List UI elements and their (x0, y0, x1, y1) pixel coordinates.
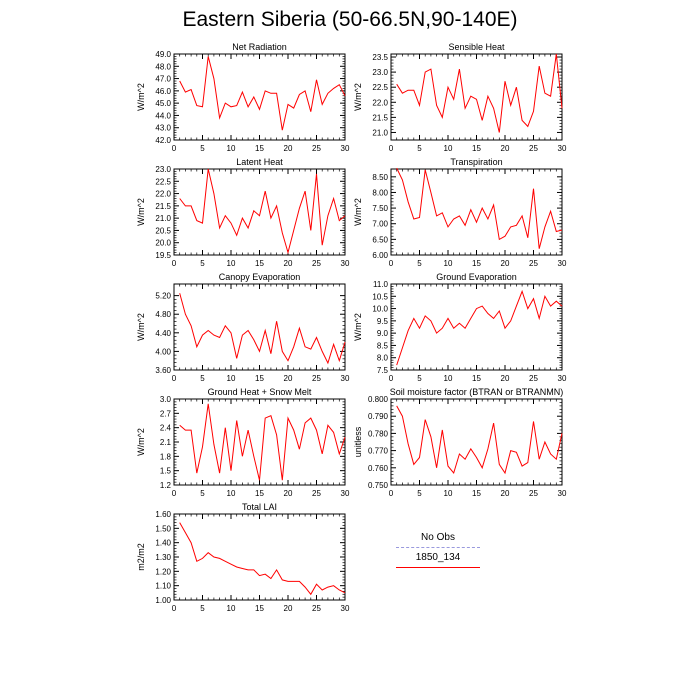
y-tick-label: 0.780 (367, 429, 388, 439)
y-tick-label: 2.4 (159, 423, 171, 433)
y-tick-label: 42.0 (155, 136, 171, 145)
x-tick-label: 20 (500, 144, 510, 153)
y-axis-label: W/m^2 (353, 198, 363, 226)
x-tick-label: 0 (171, 144, 177, 153)
panel-title: Latent Heat (236, 157, 283, 167)
panel-title: Total LAI (241, 502, 278, 512)
y-tick-label: 49.0 (155, 50, 171, 59)
y-tick-label: 10.5 (372, 292, 388, 302)
plot-frame (391, 284, 562, 370)
x-tick-label: 20 (283, 259, 293, 268)
x-tick-label: 10 (443, 374, 453, 383)
panel-9 (136, 502, 350, 613)
x-tick-label: 0 (388, 489, 394, 498)
y-tick-label: 48.0 (155, 62, 171, 72)
x-tick-label: 15 (472, 489, 481, 498)
y-tick-label: 21.0 (372, 128, 388, 138)
y-tick-label: 10.0 (372, 304, 388, 314)
legend-label-model: 1850_134 (415, 552, 461, 563)
panel-6 (353, 272, 567, 383)
series-line (180, 523, 345, 595)
y-axis-label: m2/m2 (136, 543, 146, 571)
panel-7 (136, 387, 350, 498)
x-tick-label: 0 (388, 374, 394, 383)
x-tick-label: 15 (255, 259, 264, 268)
x-tick-label: 0 (171, 259, 177, 268)
y-tick-label: 1.8 (159, 452, 171, 462)
panel-title: Canopy Evaporation (218, 272, 301, 282)
plot-frame (391, 169, 562, 255)
x-tick-label: 30 (340, 604, 350, 613)
series-line (180, 169, 345, 253)
x-tick-label: 0 (388, 144, 394, 153)
panel-title: Ground Evaporation (436, 272, 517, 282)
x-tick-label: 15 (472, 374, 481, 383)
y-tick-label: 1.40 (155, 538, 171, 548)
legend-label-obs: No Obs (421, 532, 455, 543)
x-tick-label: 15 (255, 489, 264, 498)
series-line (397, 54, 562, 133)
x-tick-label: 5 (417, 489, 422, 498)
x-tick-label: 25 (529, 259, 538, 268)
x-tick-label: 20 (283, 604, 293, 613)
y-tick-label: 44.0 (155, 111, 171, 121)
panel-title: Net Radiation (232, 42, 287, 52)
x-tick-label: 30 (557, 144, 567, 153)
x-tick-label: 10 (226, 259, 236, 268)
y-tick-label: 22.5 (372, 83, 388, 93)
y-tick-label: 0.790 (367, 412, 388, 422)
y-tick-label: 7.00 (372, 219, 388, 229)
y-tick-label: 9.5 (376, 316, 388, 326)
x-tick-label: 25 (529, 374, 538, 383)
panel-title: Ground Heat + Snow Melt (207, 387, 312, 397)
x-tick-label: 15 (255, 144, 264, 153)
x-tick-label: 30 (557, 259, 567, 268)
x-tick-label: 20 (283, 489, 293, 498)
y-tick-label: 21.0 (155, 214, 171, 224)
x-tick-label: 5 (200, 374, 205, 383)
x-tick-label: 0 (388, 259, 394, 268)
y-tick-label: 45.0 (155, 99, 171, 109)
x-tick-label: 5 (417, 259, 422, 268)
y-tick-label: 8.0 (376, 353, 388, 363)
x-tick-label: 10 (226, 489, 236, 498)
legend-line-obs (396, 547, 480, 548)
y-tick-label: 23.0 (155, 165, 171, 174)
x-tick-label: 10 (226, 374, 236, 383)
series-line (397, 406, 562, 473)
x-tick-label: 15 (255, 374, 264, 383)
x-tick-label: 15 (472, 259, 481, 268)
y-tick-label: 1.2 (159, 481, 171, 490)
x-tick-label: 0 (171, 604, 177, 613)
x-tick-label: 30 (557, 489, 567, 498)
y-tick-label: 23.5 (372, 53, 388, 63)
x-tick-label: 5 (417, 374, 422, 383)
y-axis-label: W/m^2 (136, 198, 146, 226)
x-tick-label: 20 (500, 374, 510, 383)
y-axis-label: W/m^2 (136, 313, 146, 341)
x-tick-label: 30 (340, 259, 350, 268)
y-tick-label: 6.00 (372, 251, 388, 260)
series-line (180, 293, 345, 363)
panel-3 (136, 157, 350, 268)
y-tick-label: 22.5 (155, 177, 171, 187)
y-tick-label: 46.0 (155, 86, 171, 96)
series-line (180, 57, 345, 131)
y-tick-label: 21.5 (372, 113, 388, 123)
y-tick-label: 21.5 (155, 201, 171, 211)
x-tick-label: 10 (443, 144, 453, 153)
y-tick-label: 1.50 (155, 524, 171, 534)
y-tick-label: 0.800 (367, 395, 388, 404)
y-tick-label: 23.0 (372, 68, 388, 78)
y-tick-label: 9.0 (376, 329, 388, 339)
x-tick-label: 30 (340, 374, 350, 383)
x-tick-label: 15 (472, 144, 481, 153)
panel-title: Soil moisture factor (BTRAN or BTRANMN) (389, 387, 564, 397)
x-tick-label: 5 (200, 259, 205, 268)
panel-2 (353, 42, 567, 153)
x-tick-label: 20 (500, 259, 510, 268)
y-tick-label: 7.50 (372, 204, 388, 214)
y-tick-label: 19.5 (155, 251, 171, 260)
panel-title: Transpiration (450, 157, 503, 167)
panel-1 (136, 42, 350, 153)
legend-line-model (396, 567, 480, 568)
y-tick-label: 4.80 (155, 310, 171, 320)
x-tick-label: 20 (283, 374, 293, 383)
y-tick-label: 1.00 (155, 596, 171, 605)
x-tick-label: 25 (529, 144, 538, 153)
y-tick-label: 3.60 (155, 366, 171, 375)
y-tick-label: 7.5 (376, 366, 388, 375)
x-tick-label: 10 (443, 489, 453, 498)
x-tick-label: 25 (312, 374, 321, 383)
x-tick-label: 20 (283, 144, 293, 153)
y-tick-label: 4.40 (155, 328, 171, 338)
y-tick-label: 0.760 (367, 463, 388, 473)
y-tick-label: 47.0 (155, 74, 171, 84)
y-tick-label: 1.20 (155, 567, 171, 577)
y-tick-label: 1.5 (159, 466, 171, 476)
y-axis-label: W/m^2 (353, 83, 363, 111)
x-tick-label: 25 (529, 489, 538, 498)
panel-4 (353, 157, 567, 268)
y-tick-label: 8.00 (372, 188, 388, 198)
x-tick-label: 5 (200, 144, 205, 153)
x-tick-label: 25 (312, 604, 321, 613)
y-tick-label: 1.60 (155, 510, 171, 519)
y-tick-label: 6.50 (372, 235, 388, 245)
panel-title: Sensible Heat (448, 42, 505, 52)
y-tick-label: 20.5 (155, 226, 171, 236)
y-axis-label: W/m^2 (353, 313, 363, 341)
plot-frame (174, 284, 345, 370)
y-tick-label: 3.0 (159, 395, 171, 404)
plot-frame (174, 54, 345, 140)
y-tick-label: 1.30 (155, 553, 171, 562)
figure-title: Eastern Siberia (50-66.5N,90-140E) (182, 8, 518, 31)
x-tick-label: 25 (312, 259, 321, 268)
y-tick-label: 8.50 (372, 172, 388, 182)
series-line (397, 291, 562, 365)
x-tick-label: 30 (340, 144, 350, 153)
y-axis-label: W/m^2 (136, 428, 146, 456)
x-tick-label: 10 (226, 604, 236, 613)
y-axis-label: W/m^2 (136, 83, 146, 111)
panel-8 (353, 387, 567, 498)
x-tick-label: 5 (417, 144, 422, 153)
panel-5 (136, 272, 350, 383)
y-tick-label: 5.20 (155, 291, 171, 301)
x-tick-label: 0 (171, 374, 177, 383)
y-tick-label: 0.750 (367, 481, 388, 490)
y-tick-label: 20.0 (155, 238, 171, 248)
x-tick-label: 5 (200, 489, 205, 498)
x-tick-label: 30 (340, 489, 350, 498)
legend (395, 532, 481, 572)
y-tick-label: 1.10 (155, 581, 171, 591)
y-tick-label: 43.0 (155, 123, 171, 133)
y-tick-label: 2.1 (159, 438, 171, 447)
y-tick-label: 11.0 (373, 280, 388, 289)
x-tick-label: 15 (255, 604, 264, 613)
y-tick-label: 22.0 (372, 98, 388, 108)
series-line (397, 168, 562, 249)
x-tick-label: 25 (312, 489, 321, 498)
x-tick-label: 10 (226, 144, 236, 153)
series-line (180, 404, 345, 480)
y-tick-label: 8.5 (376, 341, 388, 351)
x-tick-label: 5 (200, 604, 205, 613)
x-tick-label: 0 (171, 489, 177, 498)
y-tick-label: 4.00 (155, 347, 171, 357)
y-axis-label: unitless (353, 426, 363, 458)
x-tick-label: 10 (443, 259, 453, 268)
x-tick-label: 25 (312, 144, 321, 153)
x-tick-label: 20 (500, 489, 510, 498)
y-tick-label: 2.7 (159, 409, 171, 419)
y-tick-label: 22.0 (155, 189, 171, 199)
y-tick-label: 0.770 (367, 446, 388, 456)
x-tick-label: 30 (557, 374, 567, 383)
